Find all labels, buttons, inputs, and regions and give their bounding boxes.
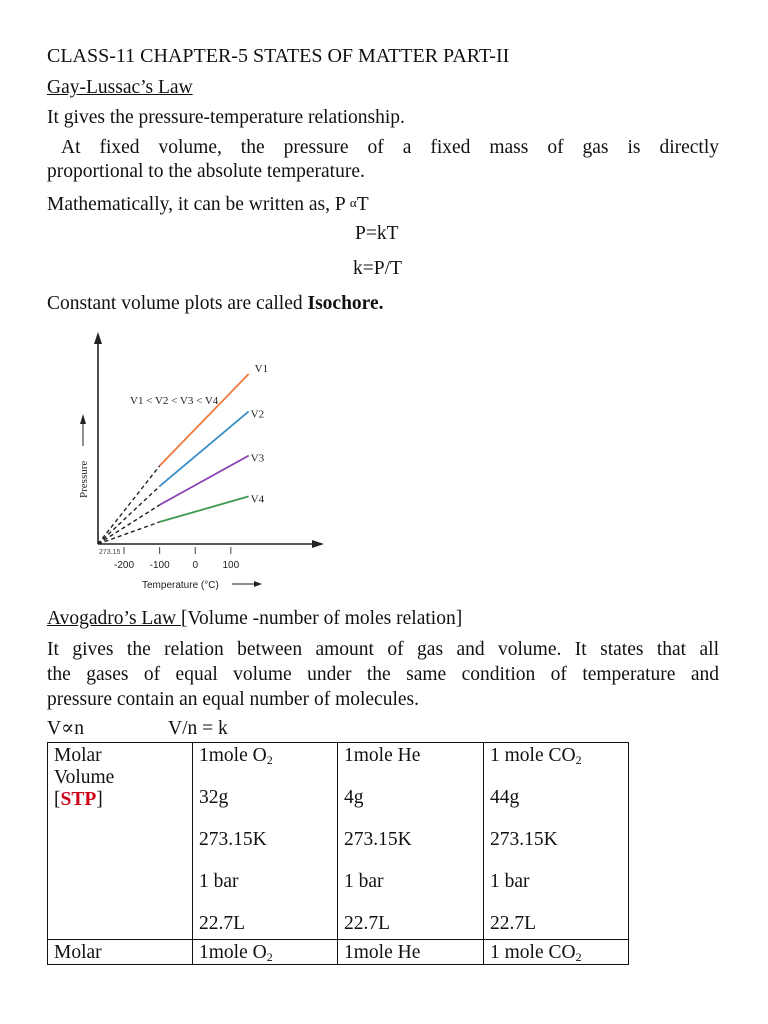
label-line2: Volume [54, 767, 115, 788]
cell-volume: 22.7L [344, 913, 391, 934]
cell-pressure: 1 bar [199, 871, 239, 892]
proportional-var: T [356, 194, 369, 215]
avogadro-subtitle: Volume -number of moles relation] [187, 608, 463, 629]
section-heading-avogadro: Avogadro’s Law [ [47, 608, 188, 629]
series-V1-line [160, 374, 249, 466]
cell-header: 1mole $O_2$ [199, 745, 273, 767]
series-V2-line [160, 411, 249, 486]
isochore-line [47, 292, 384, 316]
x-tick-label: -200 [114, 560, 135, 571]
cell-header: 1mole He [344, 745, 421, 766]
avogadro-para-line1: It gives the relation between amount of gas and volume. It states that all [47, 639, 719, 660]
avogadro-heading-line [47, 607, 462, 631]
table-row [48, 940, 629, 965]
molar-volume-table [47, 742, 629, 965]
avogadro-para-line2: the gases of equal volume under the same condition of temperature and [47, 664, 719, 685]
cell-volume: 22.7L [490, 913, 537, 934]
isochore-term: Isochore. [307, 293, 384, 314]
cell-mass: 44g [490, 787, 520, 808]
relation-v-over-n: V/n = k [168, 718, 228, 739]
series-V4-line [160, 496, 249, 522]
y-label-arrowhead [80, 414, 86, 424]
series-V3-line [160, 456, 249, 505]
series-V1-extrapolation [98, 466, 160, 544]
x-tick-label: 100 [222, 560, 240, 571]
section-heading-gay-lussac: Gay-Lussac’s Law [47, 77, 193, 98]
row-label-molar: Molar [48, 940, 193, 965]
series-label-V2: V2 [250, 408, 265, 421]
avogadro-para-line3: pressure contain an equal number of molecules. [47, 689, 419, 710]
page-title: CLASS-11 CHAPTER-5 STATES OF MATTER PART-II [47, 45, 510, 67]
equation-kpt: k=P/T [353, 258, 402, 279]
gay-lussac-statement-line2: proportional to the absolute temperature. [47, 161, 365, 182]
series-V3-extrapolation [98, 505, 160, 544]
x-origin-label: 273.15 [99, 549, 121, 556]
cell-temp: 273.15K [199, 829, 267, 850]
cell-mass: 32g [199, 787, 229, 808]
series-V2-extrapolation [98, 486, 160, 544]
isochore-text: Constant volume plots are called [47, 293, 308, 314]
pressure-temperature-chart [62, 328, 362, 598]
math-intro-text: Mathematically, it can be written as, P [47, 194, 350, 215]
gay-lussac-statement-line1: At fixed volume, the pressure of a fixed mass of gas is directly [61, 137, 719, 158]
cell-mass: 4g [344, 787, 364, 808]
table-row [48, 743, 629, 940]
x-label-arrowhead [254, 581, 262, 587]
cell-header: 1 mole $CO_2$ [490, 745, 582, 767]
column-he [338, 743, 484, 940]
x-axis-label: Temperature (°C) [142, 580, 219, 591]
equation-pkt: P=kT [355, 223, 399, 244]
label-stp: [STP] [54, 789, 103, 810]
math-intro [47, 191, 369, 217]
column-co2 [484, 743, 629, 940]
row-label-molar-volume [48, 743, 193, 940]
row2-cell-he: 1mole He [338, 940, 484, 965]
legend-order: V1 < V2 < V3 < V4 [130, 395, 219, 407]
series-label-V3: V3 [250, 452, 265, 465]
cell-temp: 273.15K [490, 829, 558, 850]
cell-pressure: 1 bar [344, 871, 384, 892]
series-label-V4: V4 [250, 493, 265, 506]
series-label-V1: V1 [254, 363, 269, 375]
cell-temp: 273.15K [344, 829, 412, 850]
x-tick-label: -100 [149, 560, 170, 571]
label-line1: Molar [54, 745, 102, 766]
proportional-symbol: α [349, 195, 357, 210]
row2-cell-co2: 1 mole $CO_2$ [484, 940, 629, 965]
y-axis-arrow [94, 332, 102, 344]
x-tick-label: 0 [192, 560, 199, 571]
y-axis-label: Pressure [78, 460, 90, 498]
gay-lussac-intro: It gives the pressure-temperature relationship. [47, 107, 405, 128]
cell-volume: 22.7L [199, 913, 246, 934]
row2-cell-o2: 1mole $O_2$ [193, 940, 338, 965]
cell-pressure: 1 bar [490, 871, 530, 892]
column-o2 [193, 743, 338, 940]
x-axis-arrow [312, 540, 324, 548]
relation-v-n: V∝n [47, 718, 85, 739]
